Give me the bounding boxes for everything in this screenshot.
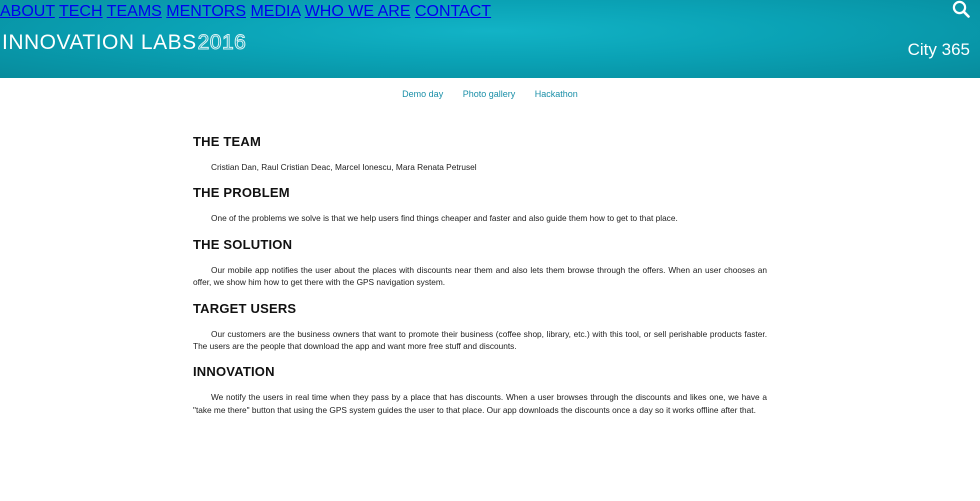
subnav-photo-gallery[interactable]: Photo gallery — [462, 89, 516, 99]
nav-who-we-are[interactable]: WHO WE ARE — [304, 3, 411, 20]
subnav-hackathon[interactable]: Hackathon — [534, 89, 578, 99]
site-logo[interactable] — [2, 31, 246, 55]
search-icon[interactable] — [952, 0, 970, 18]
sub-nav — [0, 89, 980, 99]
section-title-innovation: INNOVATION — [193, 364, 275, 380]
section-body-solution: Our mobile app notifies the user about the places with discounts near them and also lets them browse through the offers. When an user chooses an offer, we show him how to get there with the GPS navigation system. — [193, 264, 767, 288]
section-body-innovation: We notify the users in real time when they pass by a place that has discounts. When a user browses through the discounts and likes one, we have a "take me there" button that using the GPS system guides the user to that place. Our app downloads the discounts once a day so it works offline after that. — [193, 392, 767, 415]
section-body-team: Cristian Dan, Raul Cristian Deac, Marcel Ionescu, Mara Renata Petrusel — [211, 162, 477, 172]
nav-teams[interactable]: TEAMS — [106, 3, 162, 20]
main-nav — [0, 3, 520, 20]
nav-media[interactable]: MEDIA — [250, 3, 301, 20]
section-title-solution: THE SOLUTION — [193, 236, 293, 252]
section-title-team: THE TEAM — [193, 134, 262, 149]
nav-contact[interactable]: CONTACT — [414, 3, 492, 20]
section-body-problem: One of the problems we solve is that we help users find things cheaper and faster and also guide them how to get to that place. — [211, 213, 678, 224]
logo-text: INNOVATION LABS — [2, 31, 197, 54]
subnav-demo-day[interactable]: Demo day — [402, 89, 444, 99]
nav-tech[interactable]: TECH — [58, 3, 103, 20]
section-title-target-users: TARGET USERS — [193, 300, 297, 316]
section-title-problem: THE PROBLEM — [193, 185, 290, 201]
project-content — [193, 134, 767, 428]
logo-year: 2016 — [197, 31, 247, 54]
site-header — [0, 0, 980, 78]
section-body-target-users: Our customers are the business owners that want to promote their business (coffee shop, library, etc.) with this tool, or sell perishable products faster. The users are the people that download the app and want more free stuff and discounts. — [193, 328, 767, 352]
nav-mentors[interactable]: MENTORS — [166, 3, 246, 20]
project-name: City 365 — [907, 40, 970, 59]
nav-about[interactable]: ABOUT — [0, 3, 55, 20]
